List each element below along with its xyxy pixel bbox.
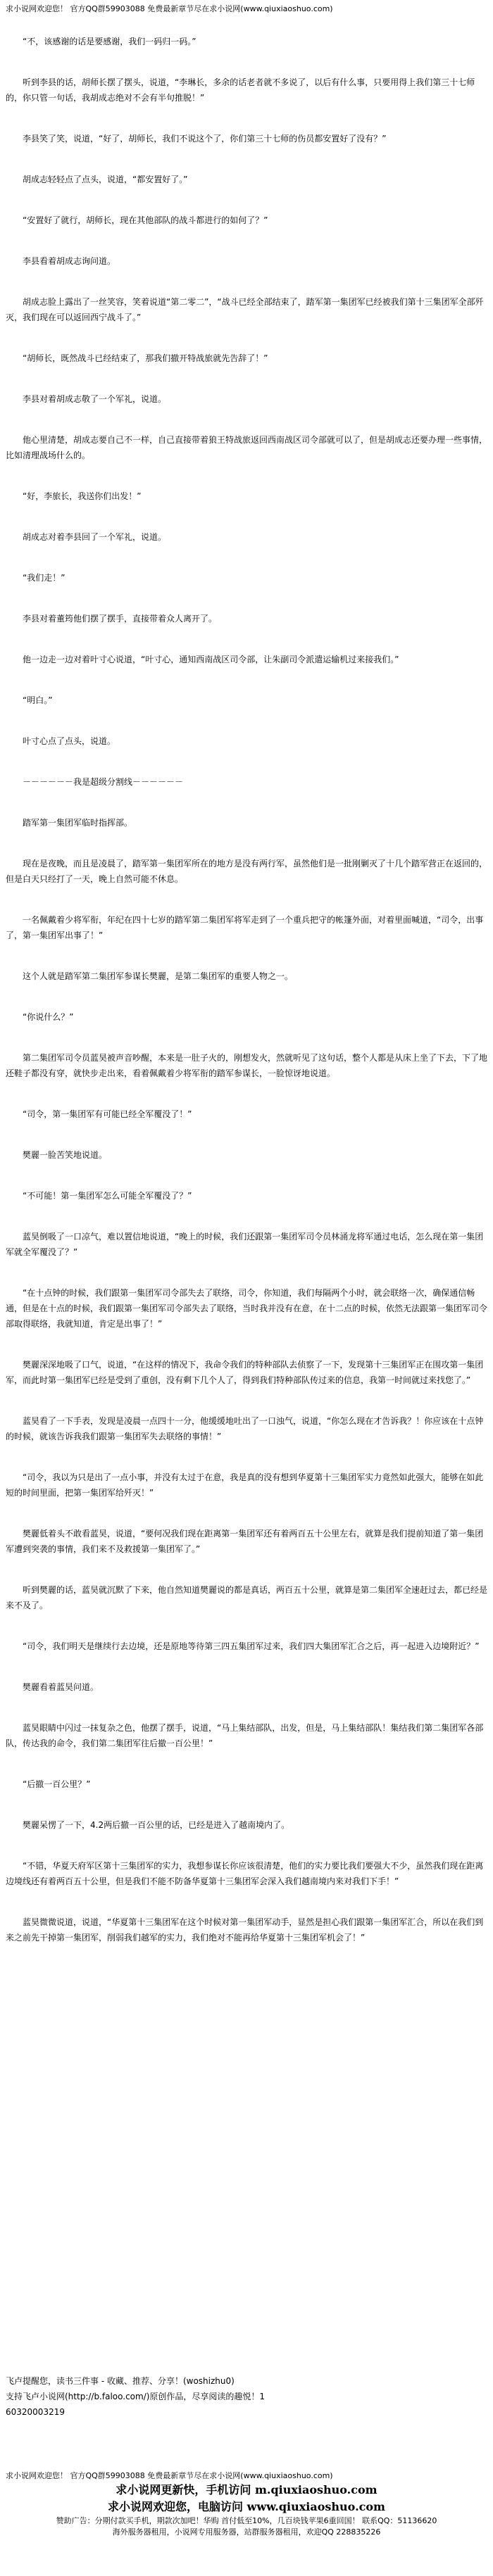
paragraph: 蓝昊眼睛中闪过一抹复杂之色，他摆了摆手，说道，“马上集结部队，出发，但是，马上集结部队！集结我们第二集团军各部队，传达我的命令，我们第二集团军往后撤一百公里！” (6, 1723, 484, 1748)
paragraph: “胡师长，既然战斗已经结束了，那我们撤开特战旅就先告辞了！” (23, 353, 268, 363)
paragraph: 一名佩戴着少将军衔，年纪在四十七岁的踏军第二集团军将军走到了一个重兵把守的帐篷外面，对着里面喊道，“司令，出事了，第一集团军出事了！” (6, 915, 484, 940)
paragraph: 这个人就是踏军第二集团军参谋长樊麗，是第二集团军的重要人物之一。 (23, 971, 294, 981)
paragraph: “不错，华夏天府军区第十三集团军的实力，我想参谋长你应该很清楚，他们的实力要比我们要强大不少，虽然我们现在距离边境线还有着两百五十公里，但是我们不能不防备华夏第十三集团军会深入我们越南境内来对我们下手！” (6, 1861, 484, 1886)
paragraph: “后撤一百公里？” (23, 1779, 91, 1789)
paragraph: “我们走！” (23, 573, 65, 583)
paragraph: 李县看着胡成志询问道。 (23, 256, 116, 266)
server-ad[interactable]: 海外服务器租用，小说网专用服务器，站群服务器租用，欢迎QQ 228835226 (112, 2527, 381, 2537)
paragraph: “你说什么？” (23, 1012, 74, 1022)
sponsor-ad[interactable]: 赞助广告：分期付款买手机，期款次加吧！华购 首付低至10%，几百块钱苹果6重回国！ 联系QQ：51136620 (56, 2516, 437, 2525)
paragraph: 樊麗一脸苦笑地说道。 (23, 1150, 108, 1160)
paragraph: 踏军第一集团军临时指挥部。 (23, 818, 133, 828)
promo-note: 飞卢提醒您，读书三件事 - 收藏、推荐、分享！(woshizhu0) (6, 2376, 235, 2386)
paragraph: 樊麗深深地吸了口气，说道，“在这样的情况下，我命令我们的特种部队去侦察了一下，发现第十三集团军正在围攻第一集团军，而此时第一集团军已经是受到了重创，没有剩下几个人了，得到我们特种部队传过来的信息，我第一时间就过来找您了。” (6, 1360, 484, 1385)
paragraph: “好，李旅长，我送你们出发！” (23, 491, 142, 501)
pc-link[interactable]: 求小说网欢迎您，电脑访问 www.qiuxiaoshuo.com (108, 2500, 385, 2513)
support-note: 支持飞卢小说网(http://b.faloo.com/)原创作品，尽享阅读的趣悦！1 (6, 2392, 266, 2401)
paragraph: “不可能！第一集团军怎么可能全军覆没了？” (23, 1191, 192, 1201)
code-note: 60320003219 (6, 2407, 65, 2417)
paragraph: “明白。” (23, 695, 53, 705)
paragraph: 李县笑了笑，说道，“好了，胡师长，我们不说这个了，你们第三十七师的伤员都安置好了没有？” (23, 134, 387, 144)
paragraph: “不，该感谢的话是要感谢，我们一码归一码。” (23, 37, 196, 46)
chapter-content (6, 34, 487, 1964)
paragraph: 胡成志轻轻点了点头，说道，“都安置好了。” (23, 175, 188, 184)
paragraph: 李县对着董筠他们摆了摆手，直接带着众人离开了。 (23, 614, 218, 624)
paragraph: 胡成志对着李县回了一个军礼，说道。 (23, 532, 167, 542)
paragraph: 蓝昊倒吸了一口凉气，难以置信地说道，“晚上的时候，我们还跟第一集团军司令员林涌龙将军通过电话，怎么现在第一集团军就全军覆没了？” (6, 1232, 484, 1257)
paragraph: 李县对着胡成志敬了一个军礼，说道。 (23, 394, 167, 404)
paragraph: “司令，我们明天是继续行去边境，还是原地等待第三四五集团军过来，我们四大集团军汇合之后，再一起进入边境附近？” (23, 1641, 480, 1651)
site-promo (0, 2470, 493, 2538)
paragraph: 现在是夜晚，而且是凌晨了，踏军第一集团军所在的地方是没有两行军，虽然他们是一批刚剿灭了十几个踏军营正在返回的，但是白天只经打了一天，晚上自然可能不休息。 (6, 859, 488, 884)
paragraph: “在十点钟的时候，我们跟第一集团军司令部失去了联络，司令，你知道，我们每隔两个小时，就会联络一次，确保通信畅通，但是在十点的时候，我们跟第一集团军司令部失去了联络，当时我并没有在意，在十二点的时候，依然无法跟第一集团军司令部取得联络，我就知道，肯定是出事了！” (6, 1288, 488, 1329)
site-header: 求小说网欢迎您！ 官方QQ群59903088 免费最新章节尽在求小说网(www.qiuxiaoshuo.com) (6, 4, 333, 13)
paragraph: 樊麗呆愣了一下，4.2两后撤一百公里的话，已经是进入了越南境内了。 (23, 1820, 290, 1830)
site-footer: 求小说网欢迎您！ 官方QQ群59903088 免费最新章节尽在求小说网(www.qiuxiaoshuo.com) (6, 2471, 333, 2480)
paragraph: “司令，我以为只是出了一点小事，并没有太过于在意，我是真的没有想到华夏第十三集团军实力竟然如此强大，能够在如此短的时间里面，把第一集团军给歼灭！” (6, 1472, 484, 1498)
paragraph: “司令，第一集团军有可能已经全军覆没了！” (23, 1109, 192, 1119)
paragraph: 他一边走一边对着叶寸心说道，“叶寸心，通知西南战区司令部，让朱副司令派遣运输机过来接我们。” (23, 655, 399, 664)
paragraph: 他心里清楚，胡成志要自己不一样，自己直接带着狼王特战旅返回西南战区司令部就可以了，但是胡成志还要办理一些事情，比如清理战场什么的。 (6, 435, 488, 460)
paragraph: 听到李县的话，胡师长摆了摆头，说道，“李琳长，多余的话老者就不多说了，以后有什么事，只要用得上我们第三十七师的，你只管一句话，我胡成志绝对不会有半句推脱！” (6, 77, 475, 103)
paragraph: 樊麗低着头不敢看蓝昊，说道，“要何况我们现在距离第一集团军还有着两百五十公里左右，就算是我们提前知道了第一集团军遭到突袭的事情，我们来不及救援第一集团军了。” (6, 1529, 484, 1554)
paragraph: 胡成志脸上露出了一丝笑容，笑着说道“第二零二”，“战斗已经全部结束了，踏军第一集团军已经被我们第十三集团军全部歼灭，我们现在可以返回西宁战斗了。” (6, 297, 484, 322)
chapter-footer (6, 2373, 487, 2420)
paragraph: 第二集团军司令员蓝昊被声音吵醒，本来是一肚子火的，刚想发火，然就听见了这句话，整个人都是从床上坐了下去，下了地还鞋子都没有穿，就快步走出来，看着佩戴着少将军衔的踏军参谋长，一脸惊讶地说道。 (6, 1053, 488, 1078)
mobile-link[interactable]: 求小说网更新快，手机访问 m.qiuxiaoshuo.com (116, 2483, 377, 2496)
paragraph: 听到樊麗的话，蓝昊就沉默了下来，他自然知道樊麗说的都是真话，两百五十公里，就算是第二集团军全速赶过去，都已经是来不及了。 (6, 1585, 488, 1610)
paragraph: 蓝昊看了一下手表，发现是凌晨一点四十一分，他缓缓地吐出了一口浊气，说道，“你怎么现在才告诉我？！你应该在十点钟的时候，就该告诉我我们跟第一集团军失去联络的事情！” (6, 1416, 484, 1441)
paragraph: 蓝昊微微说道，说道，“华夏第十三集团军在这个时候对第一集团军动手，显然是担心我们跟第一集团军汇合，所以在我们到来之前先干掉第一集团军，削弱我们越军的实力，我们绝对不能再给华夏第十三集团军机会了！” (6, 1917, 484, 1943)
paragraph: “安置好了就行，胡师长，现在其他部队的战斗都进行的如何了？” (23, 215, 268, 225)
paragraph: 叶寸心点了点头，说道。 (23, 736, 116, 746)
section-divider: －－－－－－我是超级分割线－－－－－－ (23, 777, 184, 787)
paragraph: 樊麗看着蓝昊问道。 (23, 1682, 99, 1692)
